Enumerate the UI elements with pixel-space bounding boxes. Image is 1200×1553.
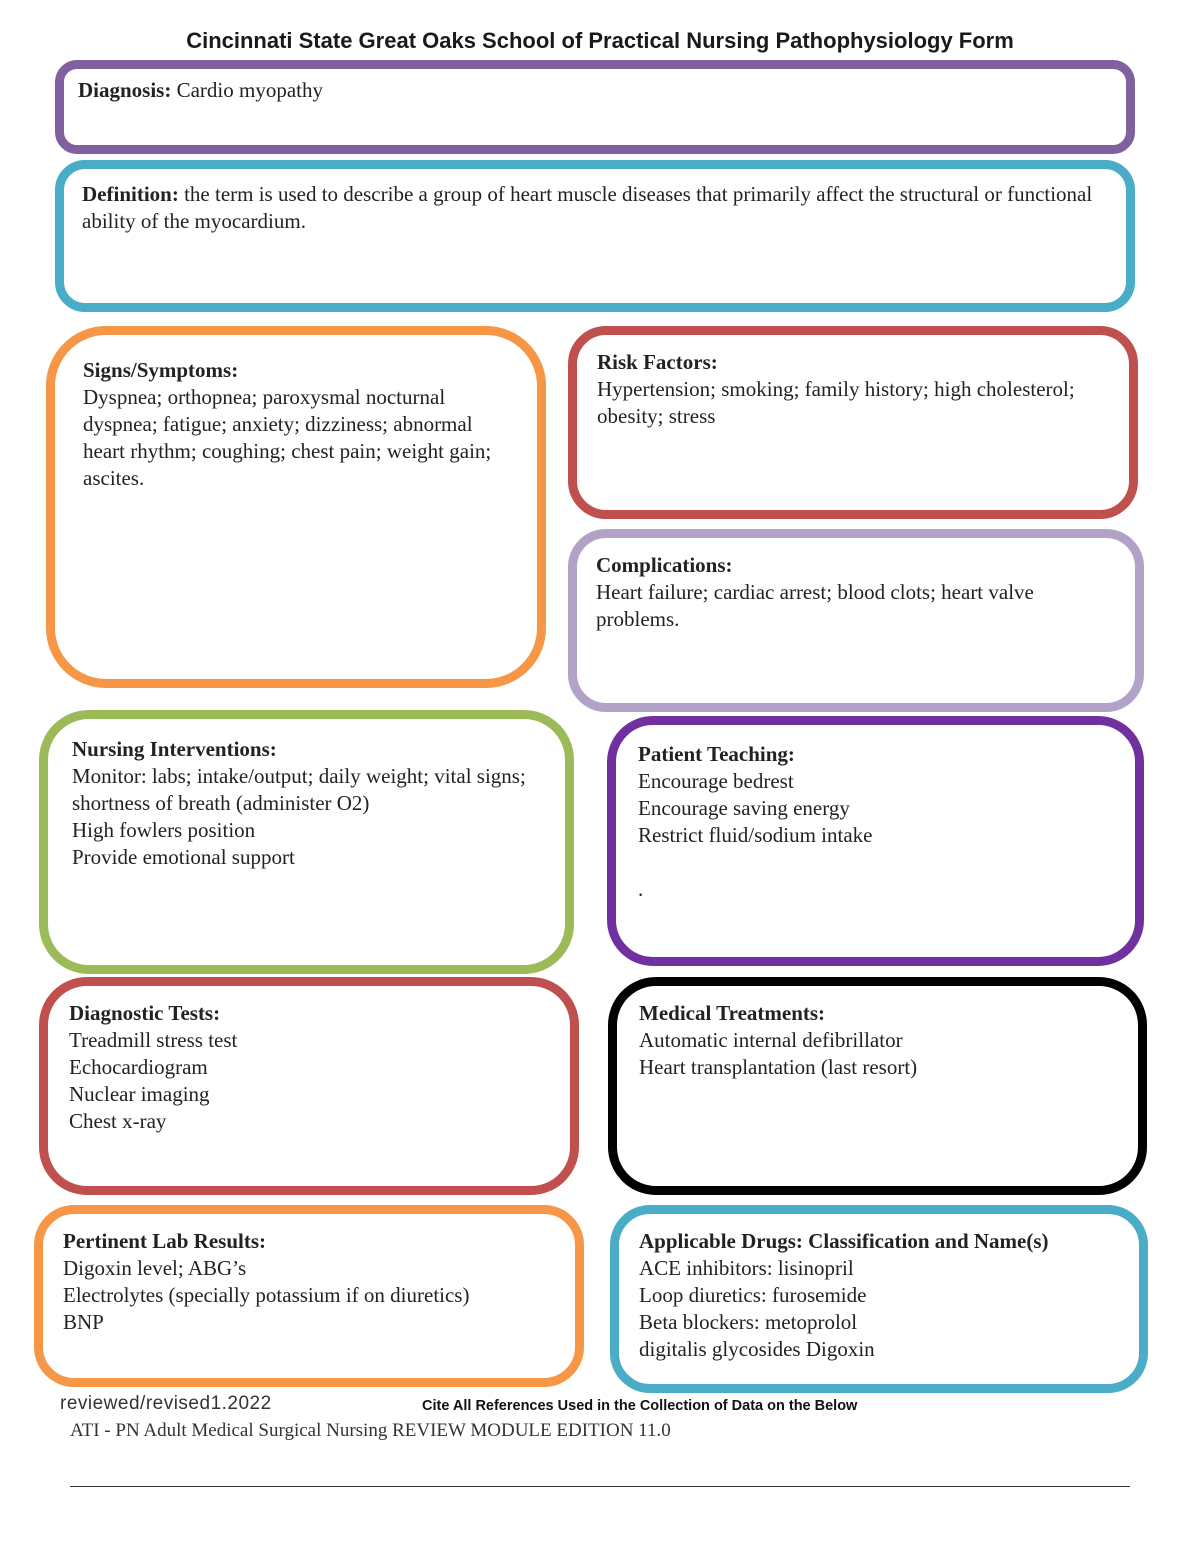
drugs-line: ACE inhibitors: lisinopril [639,1256,854,1280]
teaching-line: Restrict fluid/sodium intake [638,823,873,847]
medical-treatments-box [608,977,1147,1195]
drugs-line: Beta blockers: metoprolol [639,1310,858,1334]
diagnostic-tests-box [39,977,579,1195]
diagnosis-label: Diagnosis: [78,78,172,102]
applicable-drugs-box [610,1205,1148,1393]
tests-line: Treadmill stress test [69,1028,238,1052]
nursing-interventions-box [39,710,574,974]
drugs-line: Loop diuretics: furosemide [639,1283,867,1307]
cite-instruction: Cite All References Used in the Collection of Data on the Below [422,1398,858,1414]
drugs-line: digitalis glycosides Digoxin [639,1337,875,1361]
diagnosis-value: Cardio myopathy [176,78,324,102]
labs-line: Digoxin level; ABG’s [63,1256,247,1280]
nursing-label: Nursing Interventions: [72,737,277,761]
treatments-line: Automatic internal defibrillator [639,1028,903,1052]
risk-label: Risk Factors: [597,350,718,374]
signs-label: Signs/Symptoms: [83,358,239,382]
teaching-line: Encourage bedrest [638,769,794,793]
labs-label: Pertinent Lab Results: [63,1229,266,1253]
teaching-line: Encourage saving energy [638,796,850,820]
labs-line: BNP [63,1310,104,1334]
definition-box [55,160,1135,312]
risk-factors-box [568,326,1138,519]
definition-label: Definition: [82,182,179,206]
complications-value: Heart failure; cardiac arrest; blood clots; heart valve problems. [596,580,1034,631]
patient-teaching-box [607,716,1144,966]
form-title: Cincinnati State Great Oaks School of Practical Nursing Pathophysiology Form [186,28,1014,53]
lab-results-box [34,1205,584,1387]
signs-symptoms-box [46,326,546,688]
complications-box [568,529,1144,712]
tests-line: Echocardiogram [69,1055,208,1079]
risk-value: Hypertension; smoking; family history; high cholesterol; obesity; stress [597,377,1075,428]
reference-underline [70,1486,1130,1487]
labs-line: Electrolytes (specially potassium if on diuretics) [63,1283,470,1307]
tests-line: Chest x-ray [69,1109,167,1133]
treatments-line: Heart transplantation (last resort) [639,1055,918,1079]
signs-value: Dyspnea; orthopnea; paroxysmal nocturnal dyspnea; fatigue; anxiety; dizziness; abnormal heart rhythm; coughing; chest pain; weight gain; ascites. [83,385,492,490]
treatments-label: Medical Treatments: [639,1001,826,1025]
diagnosis-box [55,60,1135,154]
drugs-label: Applicable Drugs: Classification and Name(s) [639,1229,1049,1253]
definition-value: the term is used to describe a group of heart muscle diseases that primarily affect the structural or functional ability of the myocardium. [82,182,1093,233]
tests-label: Diagnostic Tests: [69,1001,221,1025]
complications-label: Complications: [596,553,733,577]
teaching-label: Patient Teaching: [638,742,795,766]
revision-note: reviewed/revised1.2022 [60,1393,272,1414]
nursing-line: High fowlers position [72,818,256,842]
tests-line: Nuclear imaging [69,1082,210,1106]
nursing-line: Provide emotional support [72,845,295,869]
teaching-trailing: . [638,877,644,901]
nursing-line: Monitor: labs; intake/output; daily weight; vital signs; shortness of breath (administer O2) [72,764,526,815]
reference-entry: ATI - PN Adult Medical Surgical Nursing REVIEW MODULE EDITION 11.0 [70,1420,671,1441]
